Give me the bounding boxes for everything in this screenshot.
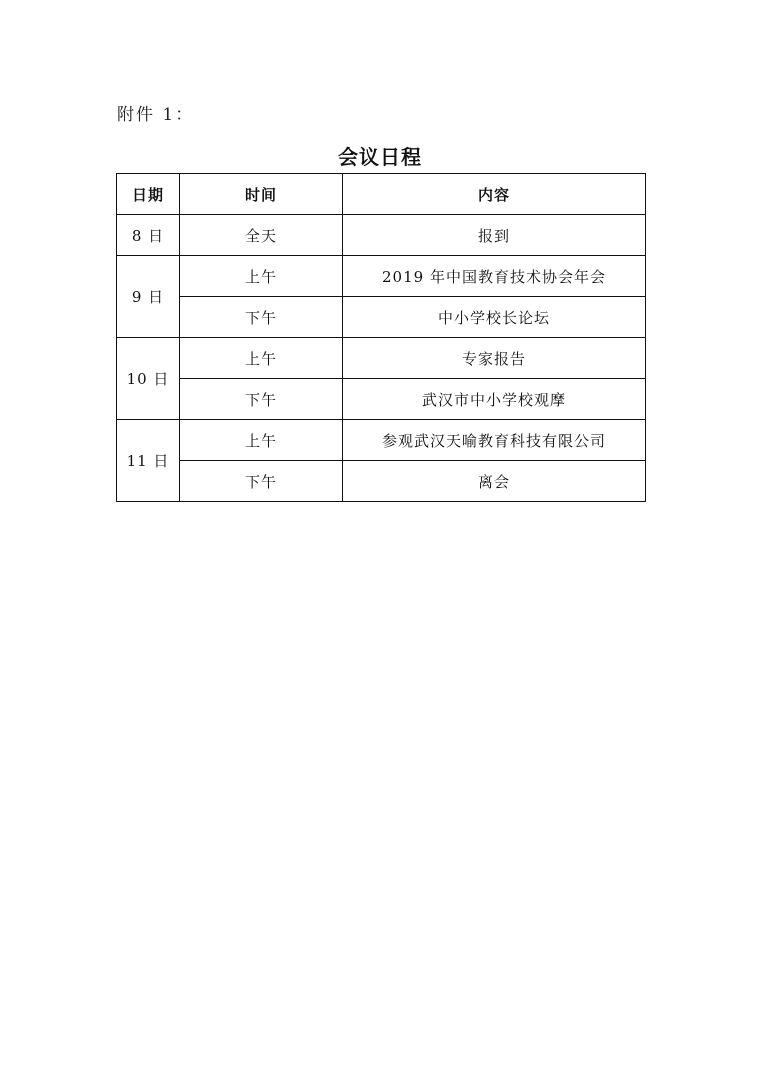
time-cell: 全天 [180, 215, 343, 256]
table-row [117, 420, 646, 461]
time-cell: 下午 [180, 297, 343, 338]
time-cell: 上午 [180, 256, 343, 297]
content-cell: 武汉市中小学校观摩 [343, 379, 646, 420]
content-cell: 参观武汉天喻教育科技有限公司 [343, 420, 646, 461]
table-row [117, 461, 646, 502]
date-cell: 11 日 [117, 420, 180, 502]
table-row [117, 215, 646, 256]
table-row [117, 297, 646, 338]
table-header-row [117, 174, 646, 215]
date-cell: 10 日 [117, 338, 180, 420]
header-date: 日期 [117, 174, 180, 215]
time-cell: 下午 [180, 379, 343, 420]
content-cell: 离会 [343, 461, 646, 502]
table-row [117, 256, 646, 297]
schedule-table [116, 173, 646, 502]
content-cell: 专家报告 [343, 338, 646, 379]
date-cell: 9 日 [117, 256, 180, 338]
table-row [117, 379, 646, 420]
attachment-label: 附件 1： [117, 105, 195, 125]
time-cell: 上午 [180, 420, 343, 461]
content-cell: 中小学校长论坛 [343, 297, 646, 338]
time-cell: 下午 [180, 461, 343, 502]
header-time: 时间 [180, 174, 343, 215]
content-cell: 报到 [343, 215, 646, 256]
time-cell: 上午 [180, 338, 343, 379]
date-cell: 8 日 [117, 215, 180, 256]
table-row [117, 338, 646, 379]
header-content: 内容 [343, 174, 646, 215]
schedule-title: 会议日程 [338, 145, 422, 169]
content-cell: 2019 年中国教育技术协会年会 [343, 256, 646, 297]
